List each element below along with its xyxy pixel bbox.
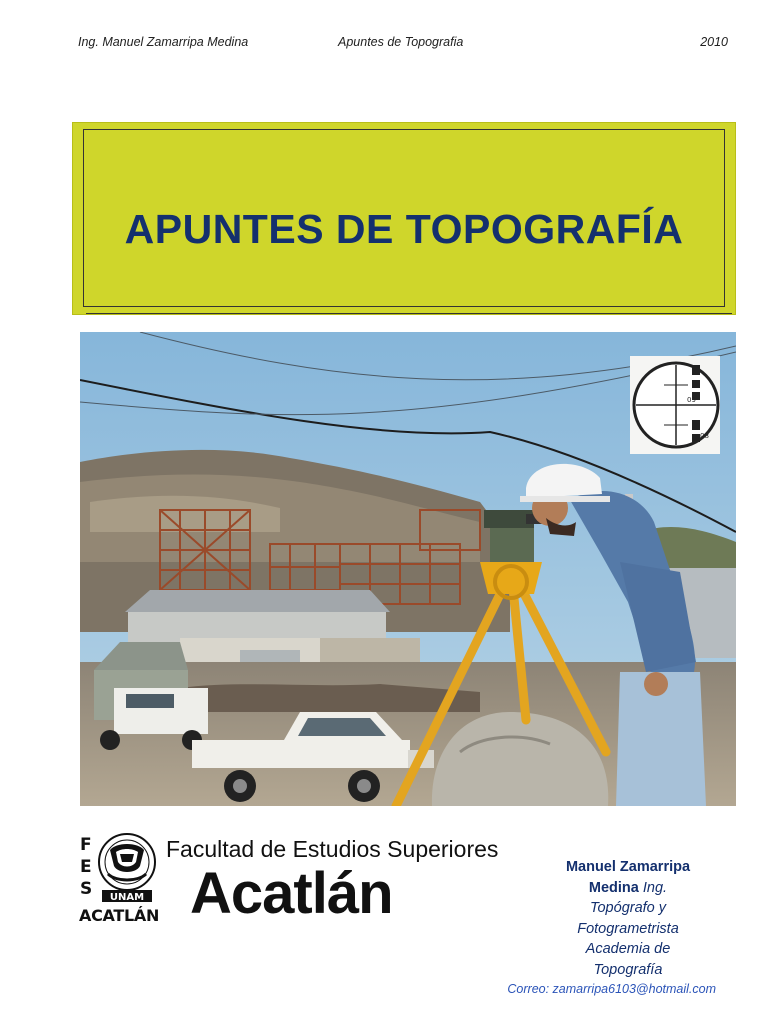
rod-number-top: 09	[687, 396, 696, 404]
author-title-suffix: Ing.	[642, 879, 668, 896]
seal-text: UNAM	[109, 892, 145, 903]
author-name-line1: Manuel Zamarripa	[565, 859, 691, 875]
unam-seal-icon	[96, 832, 158, 904]
fes-letter-f: F	[80, 835, 92, 855]
author-name-line2: Medina	[588, 879, 639, 896]
fes-letters	[80, 834, 94, 900]
cover-photo	[80, 332, 736, 806]
campus-name: Acatlán	[190, 861, 393, 926]
author-block	[540, 857, 716, 980]
author-email[interactable]: Correo: zamarripa6103@hotmail.com	[507, 982, 716, 996]
faculty-name: Facultad de Estudios Superiores	[166, 836, 499, 862]
page-title: APUNTES DE TOPOGRAFÍA	[124, 206, 684, 252]
author-role-line1: Topógrafo y	[589, 900, 667, 916]
fes-letter-s: S	[80, 879, 93, 899]
level-rod-reticle-icon	[630, 356, 720, 454]
author-role-line2: Fotogrametrista	[577, 920, 679, 937]
author-academy-line2: Topografía	[593, 961, 663, 978]
rod-number-bottom: 08	[700, 432, 709, 440]
author-academy-line1: Academia de	[585, 941, 671, 957]
header-author: Ing. Manuel Zamarripa Medina	[78, 35, 249, 49]
header-year: 2010	[700, 35, 728, 49]
title-frame	[83, 129, 725, 307]
title-banner	[72, 122, 736, 315]
fes-letter-e: E	[80, 857, 92, 877]
header-doc-title: Apuntes de Topografia	[338, 35, 464, 49]
campus-small-label: ACATLÁN	[79, 906, 160, 925]
